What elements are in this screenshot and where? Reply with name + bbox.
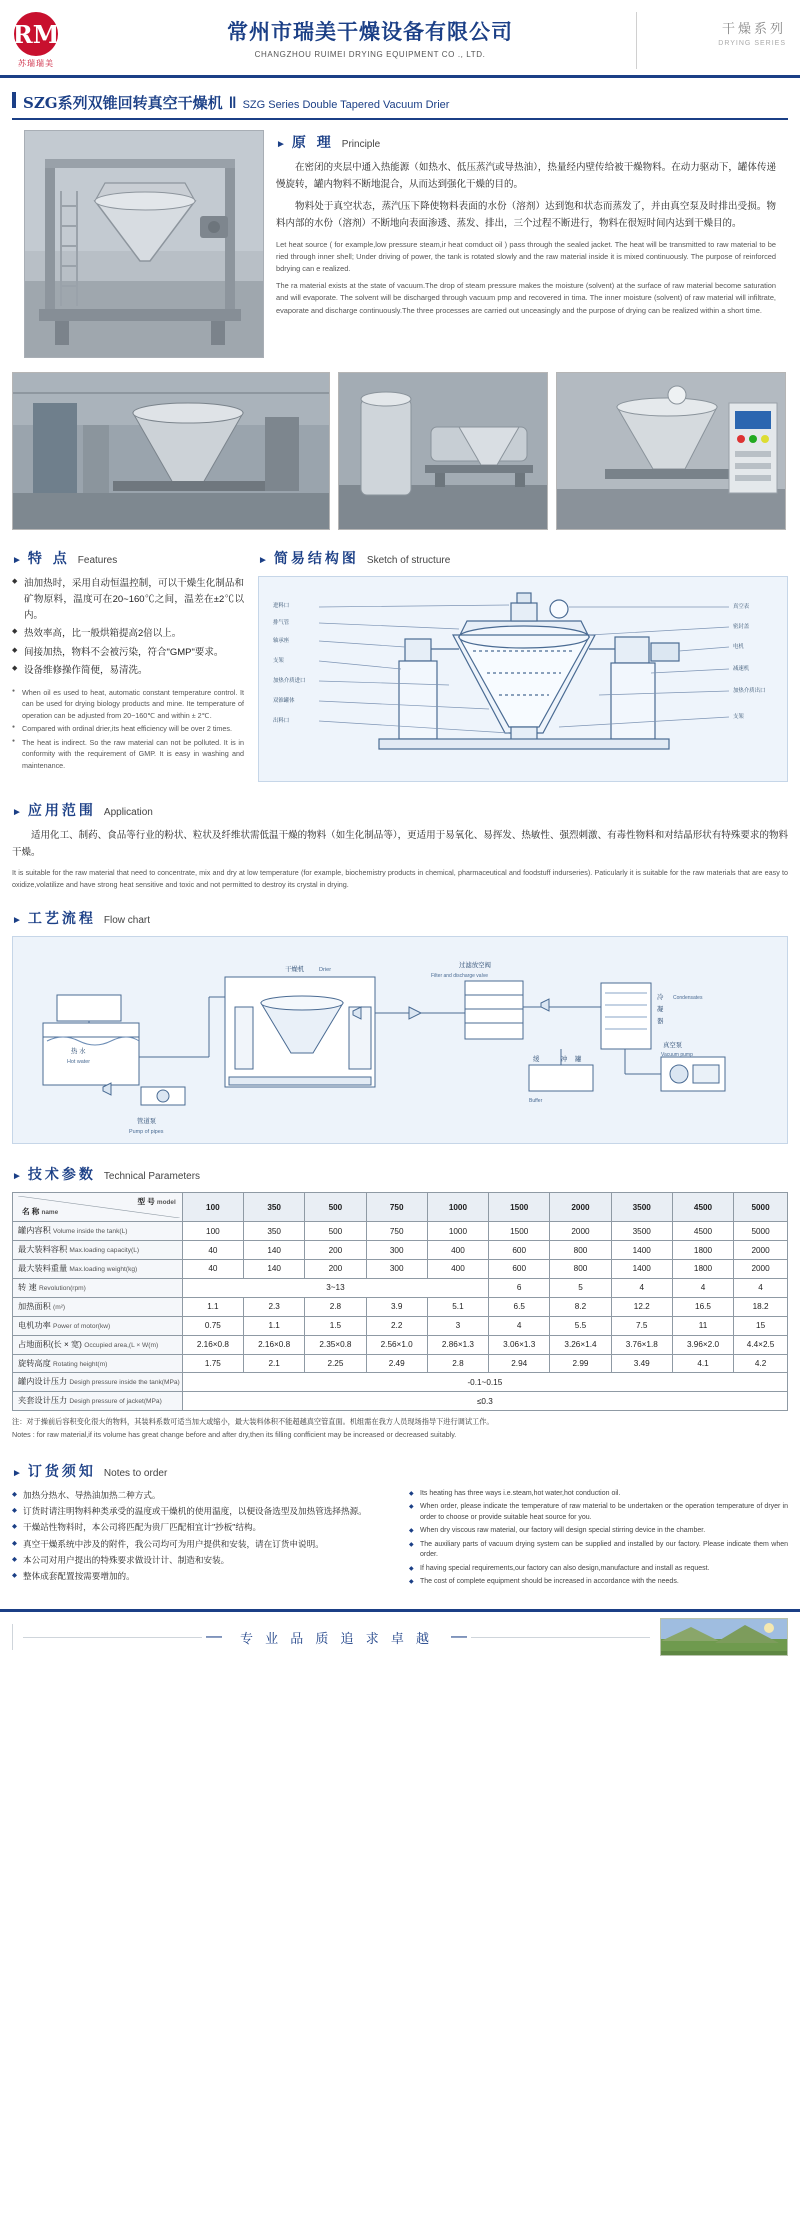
footer-rule-left [23, 1637, 202, 1638]
flow-label: Buffer [529, 1098, 543, 1105]
cell: 18.2 [734, 1297, 788, 1316]
row-label: 占地面积(长 × 宽) Occupied area,(L × W(m) [13, 1335, 183, 1354]
row-label: 电机功率 Power of motor(kw) [13, 1316, 183, 1335]
flowchart-heading-en: Flow chart [103, 915, 151, 927]
model-col-500: 500 [305, 1193, 366, 1222]
footer-rule-right [471, 1637, 650, 1638]
list-item: ◆ 加热分热水、导热油加热二种方式。 [12, 1489, 391, 1502]
triangle-icon: ► [12, 915, 22, 927]
application-paragraph-en: It is suitable for the raw material that need to concentrate, mix and dry at low temperature (for example, biochemistry products in chemical, pharmaceutical and foodstuff indurseries). Paticularly it is suitable for the raw materials that are easy to oxidize,volatilize and have strong heat sensitive and toxic and not permitted to destroy its crystal in drying. [12, 868, 788, 889]
cell: 8.2 [550, 1297, 611, 1316]
principle-heading-en: Principle [341, 139, 381, 150]
cell: 2000 [734, 1241, 788, 1260]
cell: 2.16×0.8 [244, 1335, 305, 1354]
row-label: 转 速 Revolution(rpm) [13, 1278, 183, 1297]
flowchart-section [0, 890, 800, 1144]
cell: 1.1 [182, 1297, 243, 1316]
cell: 11 [672, 1316, 733, 1335]
list-item: ◆ Its heating has three ways i.e.steam,hot water,hot conduction oil. [409, 1489, 788, 1500]
flow-label: Condensates [673, 995, 703, 1002]
order-notes-cn-column [12, 1489, 391, 1591]
product-title [12, 92, 788, 120]
model-col-100: 100 [182, 1193, 243, 1222]
principle-heading-cn: 原 理 [291, 135, 334, 151]
flow-label: 干燥机 [285, 966, 305, 974]
cell: 300 [366, 1241, 427, 1260]
diagram-label: 电机 [733, 644, 744, 650]
cell: 6 [489, 1278, 550, 1297]
product-photo-main [24, 130, 264, 358]
features-heading-cn: 特 点 [27, 551, 70, 567]
diagram-label: 进料口 [273, 603, 290, 609]
sketch-heading-cn: 简易结构图 [273, 551, 359, 567]
cell: 3500 [611, 1222, 672, 1241]
diagonal-divider [18, 1196, 180, 1218]
order-notes-en-column [409, 1489, 788, 1591]
cell: 350 [244, 1222, 305, 1241]
cell: 7.5 [611, 1316, 672, 1335]
company-logo [14, 12, 104, 69]
cell: 1.5 [305, 1316, 366, 1335]
flow-label: 凝 [657, 1006, 664, 1014]
cell: 2.99 [550, 1354, 611, 1373]
cell: 4 [672, 1278, 733, 1297]
row-label: 最大装料容积 Max.loading capacity(L) [13, 1241, 183, 1260]
triangle-icon: ► [258, 555, 268, 566]
list-item: ● When oil es used to heat, automatic constant temperature control. It can be used for drying biology products and mine. Ite temperature of operation can be adjusted from 20~160℃ and within ± 2℃. [12, 687, 244, 722]
diagram-label: 加热介质出口 [733, 688, 766, 694]
model-col-1000: 1000 [427, 1193, 488, 1222]
application-heading-en: Application [103, 807, 153, 818]
principle-paragraph-en-2: The ra material exists at the state of vacuum.The drop of steam pressure makes the moisture (solvent) at the surface of raw material become saturation and will evaporate. The solvent will be discharged through vacuum pmp and recovered in tima. The inner moisture (solvent) of raw material will infiltrate, evaporate and discharge continuously.The three processes are carried out unceasingly and the purpose of drying can be realized within a short time. [276, 281, 776, 315]
diagram-label: 支架 [733, 714, 744, 720]
diagram-label: 双锥罐体 [273, 698, 295, 704]
cell-merged: 3~13 [182, 1278, 488, 1297]
cell: 2000 [734, 1260, 788, 1279]
flow-label: 管道泵 [137, 1118, 157, 1126]
application-section [0, 782, 800, 890]
cell: 800 [550, 1241, 611, 1260]
principle-paragraph-cn-2: 物料处于真空状态，蒸汽压下降使物料表面的水份（溶剂）达到饱和状态而蒸发了，并由真空泵及时排出受损。物料内部的水份（溶剂）不断地向表面渗透、蒸发、排出，三个过程不断进行，物料在很短时间内达到干燥目的。 [276, 201, 776, 229]
table-row [13, 1335, 788, 1354]
cell: 300 [366, 1260, 427, 1279]
sketch-heading-en: Sketch of structure [366, 555, 451, 566]
sketch-heading [258, 548, 788, 568]
cell: 15 [734, 1316, 788, 1335]
diagram-label: 密封盖 [733, 624, 750, 630]
series-badge [636, 12, 786, 69]
flow-label: 缓 [533, 1056, 540, 1064]
list-item: ◆ The cost of complete equipment should be increased in accordance with the needs. [409, 1577, 788, 1588]
footer-dash-right: — [450, 1628, 467, 1646]
title-separator: ‖ [228, 95, 237, 112]
cell: 100 [182, 1222, 243, 1241]
flowchart-heading [12, 908, 788, 928]
cell: 1000 [427, 1222, 488, 1241]
row-label: 旋转高度 Rotating height(m) [13, 1354, 183, 1373]
cell: 2.35×0.8 [305, 1335, 366, 1354]
model-col-3500: 3500 [611, 1193, 672, 1222]
cell: 4.4×2.5 [734, 1335, 788, 1354]
triangle-icon: ► [12, 1171, 22, 1183]
cell-merged: ≤0.3 [182, 1392, 787, 1411]
cell: 1.75 [182, 1354, 243, 1373]
cell: 4 [611, 1278, 672, 1297]
cell: 40 [182, 1241, 243, 1260]
list-item: ◆ 油加热时，采用自动恒温控制，可以干燥生化制品和矿物原料，温度可在20~160℃之间，温差在±2℃以内。 [12, 576, 244, 624]
control-panel-photo-art [557, 373, 786, 530]
series-label-cn: 干燥系列 [721, 21, 786, 36]
model-col-4500: 4500 [672, 1193, 733, 1222]
cell: 750 [366, 1222, 427, 1241]
table-note-cn: 注：对于操前后容积变化很大的物料，其装料系数可适当加大或缩小，最大装料体积不能超越真空管直面。机组需在我方人员现场指导下进行调试工作。 [12, 1417, 494, 1427]
flowchart-diagram [12, 936, 788, 1144]
diagram-label: 出料口 [273, 718, 290, 724]
order-notes-heading-cn: 订货须知 [27, 1463, 96, 1480]
flow-label: Pump of pipes [129, 1129, 164, 1136]
cell: 4.2 [734, 1354, 788, 1373]
diagram-label: 真空表 [733, 604, 750, 610]
diagram-label: 加热介质进口 [273, 678, 306, 684]
cell: 2.86×1.3 [427, 1335, 488, 1354]
cell: 3 [427, 1316, 488, 1335]
row-label: 加热面积 (m²) [13, 1297, 183, 1316]
cell: 3.76×1.8 [611, 1335, 672, 1354]
footer-divider [12, 1624, 13, 1650]
cell: 2000 [550, 1222, 611, 1241]
company-name-block [104, 12, 636, 69]
cell: 2.25 [305, 1354, 366, 1373]
parameters-heading [12, 1164, 788, 1184]
triangle-icon: ► [12, 807, 22, 818]
table-notes [12, 1417, 788, 1441]
diagram-label: 减速机 [733, 666, 750, 672]
cell: 5 [550, 1278, 611, 1297]
cell: 200 [305, 1241, 366, 1260]
logo-subtext: 苏瑞瑞美 [18, 59, 54, 68]
features-section [0, 530, 800, 782]
cell: 3.26×1.4 [550, 1335, 611, 1354]
flow-label: 热 水 [71, 1048, 86, 1056]
workshop-photo-art [13, 373, 330, 530]
list-item: ◆ 设备维修操作简便，易清洗。 [12, 663, 244, 679]
list-item: ◆ The auxiliary parts of vacuum drying system can be supplied and installed by our factory. Please indicate them when order. [409, 1540, 788, 1561]
tank-photo-art [339, 373, 548, 530]
principle-paragraph-en-1: Let heat source ( for example,low pressure steam,ir heat comduct oil ) pass through the sealed jacket. The heat will be transmitted to raw material to be ried through inner shell; Under driving of power, the tank is rotated slowly and the raw material inside it is mixed continuously. The purpose of reinforced bdrying can e realized. [276, 239, 776, 273]
photo-tank [338, 372, 548, 530]
page-header [0, 0, 800, 78]
list-item: ◆ 热效率高，比一般烘箱提高2倍以上。 [12, 626, 244, 642]
principle-section [0, 130, 800, 358]
cell: 4500 [672, 1222, 733, 1241]
features-heading [12, 548, 244, 568]
cell: 400 [427, 1260, 488, 1279]
cell: 600 [489, 1260, 550, 1279]
model-col-1500: 1500 [489, 1193, 550, 1222]
cell: 2.8 [305, 1297, 366, 1316]
cell: 0.75 [182, 1316, 243, 1335]
cell: 2.2 [366, 1316, 427, 1335]
cell: 1500 [489, 1222, 550, 1241]
cell: 200 [305, 1260, 366, 1279]
model-col-2000: 2000 [550, 1193, 611, 1222]
cell: 500 [305, 1222, 366, 1241]
flowchart-heading-cn: 工艺流程 [27, 911, 96, 928]
flow-label: 过滤放空阀 [459, 962, 491, 970]
cell: 4 [489, 1316, 550, 1335]
cell: 16.5 [672, 1297, 733, 1316]
cell: 5.1 [427, 1297, 488, 1316]
scenery-art [661, 1619, 788, 1656]
footer-dash-left: — [206, 1628, 223, 1646]
features-list [12, 576, 244, 679]
application-paragraph-cn: 适用化工、制药、食品等行业的粉状、粒状及纤维状需低温干燥的物料（如生化制品等），更适用于易氧化、易挥发、热敏性、强烈刺激、有毒性物料和对结晶形状有特殊要求的物料干燥。 [12, 830, 788, 858]
title-accent-bar [12, 92, 16, 108]
list-item: ● The heat is indirect. So the raw material can not be polluted. It is in conformity with the requirement of GMP. It is easy in washing and maintenance. [12, 737, 244, 772]
footer-slogan: 专 业 品 质 追 求 卓 越 [240, 1631, 433, 1647]
corner-name-cn: 名 称 [22, 1206, 40, 1216]
flow-label: 器 [657, 1018, 664, 1026]
cell: 600 [489, 1241, 550, 1260]
cell: 2.56×1.0 [366, 1335, 427, 1354]
corner-model-en: model [156, 1199, 176, 1207]
table-row [13, 1297, 788, 1316]
series-label-en: DRYING SERIES [718, 40, 786, 47]
flow-label: Filter and discharge valve [431, 973, 488, 980]
diagram-label: 排气管 [273, 620, 290, 626]
cell: 2.16×0.8 [182, 1335, 243, 1354]
cell: 3.9 [366, 1297, 427, 1316]
flow-label: 真空泵 [663, 1042, 683, 1050]
cell: 1.1 [244, 1316, 305, 1335]
features-heading-en: Features [77, 555, 118, 566]
cell: 1400 [611, 1260, 672, 1279]
row-label: 夹套设计压力 Desigh pressure of jacket(MPa) [13, 1392, 183, 1411]
structure-diagram [258, 576, 788, 782]
flow-label: 冷 [657, 994, 664, 1002]
triangle-icon: ► [12, 1467, 22, 1479]
parameters-heading-cn: 技术参数 [27, 1167, 96, 1184]
table-row [13, 1373, 788, 1392]
list-item: ● Compared with ordinal drier,its heat efficiency will be over 2 times. [12, 723, 244, 735]
cell: 5.5 [550, 1316, 611, 1335]
photo-control-panel [556, 372, 786, 530]
flow-label: 冲 [561, 1056, 568, 1064]
cell: 2.1 [244, 1354, 305, 1373]
flow-label: Vacuum pump [661, 1052, 693, 1059]
cell: 3.06×1.3 [489, 1335, 550, 1354]
cell: 140 [244, 1260, 305, 1279]
row-label: 罐内容积 Volume inside the tank(L) [13, 1222, 183, 1241]
cell: 12.2 [611, 1297, 672, 1316]
page-footer [0, 1609, 800, 1663]
principle-paragraph-cn-1: 在密闭的夹层中通入热能源（如热水、低压蒸汽或导热油），热量经内壁传给被干燥物料。在动力驱动下，罐体传递慢旋转，罐内物料不断地混合，从而达到强化干燥的目的。 [276, 162, 776, 190]
row-label: 罐内设计压力 Desigh pressure inside the tank(MPa) [13, 1373, 183, 1392]
photo-gallery [0, 358, 800, 530]
features-list-en [12, 687, 244, 772]
product-title-cn: SZG系列双锥回转真空干燥机 [23, 94, 223, 112]
list-item: ◆ 干燥站性物料时，本公司将匹配为贵厂匹配相宜计"抄板"结构。 [12, 1521, 391, 1534]
order-notes-heading [12, 1461, 788, 1481]
table-note-en: Notes : for raw material,if its volume has great change before and after dry,then its filling confficient may be increased or decreased suitably. [12, 1429, 457, 1439]
table-row [13, 1241, 788, 1260]
cell: 4.1 [672, 1354, 733, 1373]
cell: 2.94 [489, 1354, 550, 1373]
cell: 1400 [611, 1241, 672, 1260]
table-header-row [13, 1193, 788, 1222]
logo-mark: RM [14, 12, 58, 56]
application-heading [12, 800, 788, 820]
cell: 400 [427, 1241, 488, 1260]
cell: 800 [550, 1260, 611, 1279]
list-item: ◆ 真空干燥系统中涉及的附件，我公司均可为用户提供和安装，请在订货申说明。 [12, 1538, 391, 1551]
cell: 2.49 [366, 1354, 427, 1373]
cell: 2.3 [244, 1297, 305, 1316]
flow-label: Drier [319, 967, 332, 974]
application-heading-cn: 应用范围 [27, 803, 96, 819]
list-item: ◆ When dry viscous raw material, our factory will design special stirring device in the chamber. [409, 1526, 788, 1537]
model-col-5000: 5000 [734, 1193, 788, 1222]
table-row [13, 1316, 788, 1335]
cell: 40 [182, 1260, 243, 1279]
table-row [13, 1260, 788, 1279]
product-title-en: SZG Series Double Tapered Vacuum Drier [242, 99, 450, 111]
table-row [13, 1222, 788, 1241]
triangle-icon: ► [276, 139, 286, 150]
cell: 140 [244, 1241, 305, 1260]
cell-merged: -0.1~0.15 [182, 1373, 787, 1392]
corner-model-cn: 型 号 [137, 1197, 155, 1207]
cell: 3.96×2.0 [672, 1335, 733, 1354]
parameters-table [12, 1192, 788, 1411]
cell: 3.49 [611, 1354, 672, 1373]
order-notes-section [0, 1443, 800, 1591]
model-col-350: 350 [244, 1193, 305, 1222]
cell: 4 [734, 1278, 788, 1297]
company-name-cn: 常州市瑞美干燥设备有限公司 [227, 19, 513, 44]
principle-heading [276, 132, 776, 152]
table-row [13, 1392, 788, 1411]
company-name-en: CHANGZHOU RUIMEI DRYING EQUIPMENT CO ., LTD. [254, 50, 486, 59]
parameters-section [0, 1144, 800, 1441]
list-item: ◆ 本公司对用户提出的特殊要求做设计计、制造和安装。 [12, 1554, 391, 1567]
cell: 6.5 [489, 1297, 550, 1316]
table-corner-cell [13, 1193, 183, 1222]
flow-label: 罐 [575, 1056, 582, 1064]
cell: 1800 [672, 1241, 733, 1260]
list-item: ◆ 订货时请注明物料种类承受的温度或干燥机的使用温度，以便设备选型及加热管选择热源。 [12, 1505, 391, 1518]
row-label: 最大装料重量 Max.loading weight(kg) [13, 1260, 183, 1279]
parameters-heading-en: Technical Parameters [103, 1171, 201, 1183]
order-notes-heading-en: Notes to order [103, 1467, 168, 1479]
footer-scenery-image [660, 1618, 788, 1656]
photo-workshop [12, 372, 330, 530]
diagram-label: 轴承座 [273, 638, 290, 644]
diagram-label: 支架 [273, 658, 284, 664]
list-item: ◆ 整体成套配置按需要增加的。 [12, 1570, 391, 1583]
flow-label: Hot water [67, 1059, 91, 1066]
cell: 2.8 [427, 1354, 488, 1373]
corner-name-en: name [41, 1208, 59, 1216]
structure-diagram-art [259, 577, 787, 782]
table-row [13, 1354, 788, 1373]
triangle-icon: ► [12, 555, 22, 566]
machine-illustration [25, 131, 264, 358]
flowchart-art [13, 937, 788, 1144]
table-row [13, 1278, 788, 1297]
model-col-750: 750 [366, 1193, 427, 1222]
list-item: ◆ If having special requirements,our factory can also design,manufacture and install as request. [409, 1564, 788, 1575]
cell: 5000 [734, 1222, 788, 1241]
list-item: ◆ When order, please indicate the temperature of raw material to be undertaken or the operation temperature of dryer in order to choose or provide suitable heat source for you. [409, 1502, 788, 1523]
cell: 1800 [672, 1260, 733, 1279]
list-item: ◆ 间接加热，物料不会被污染，符合"GMP"要求。 [12, 645, 244, 661]
